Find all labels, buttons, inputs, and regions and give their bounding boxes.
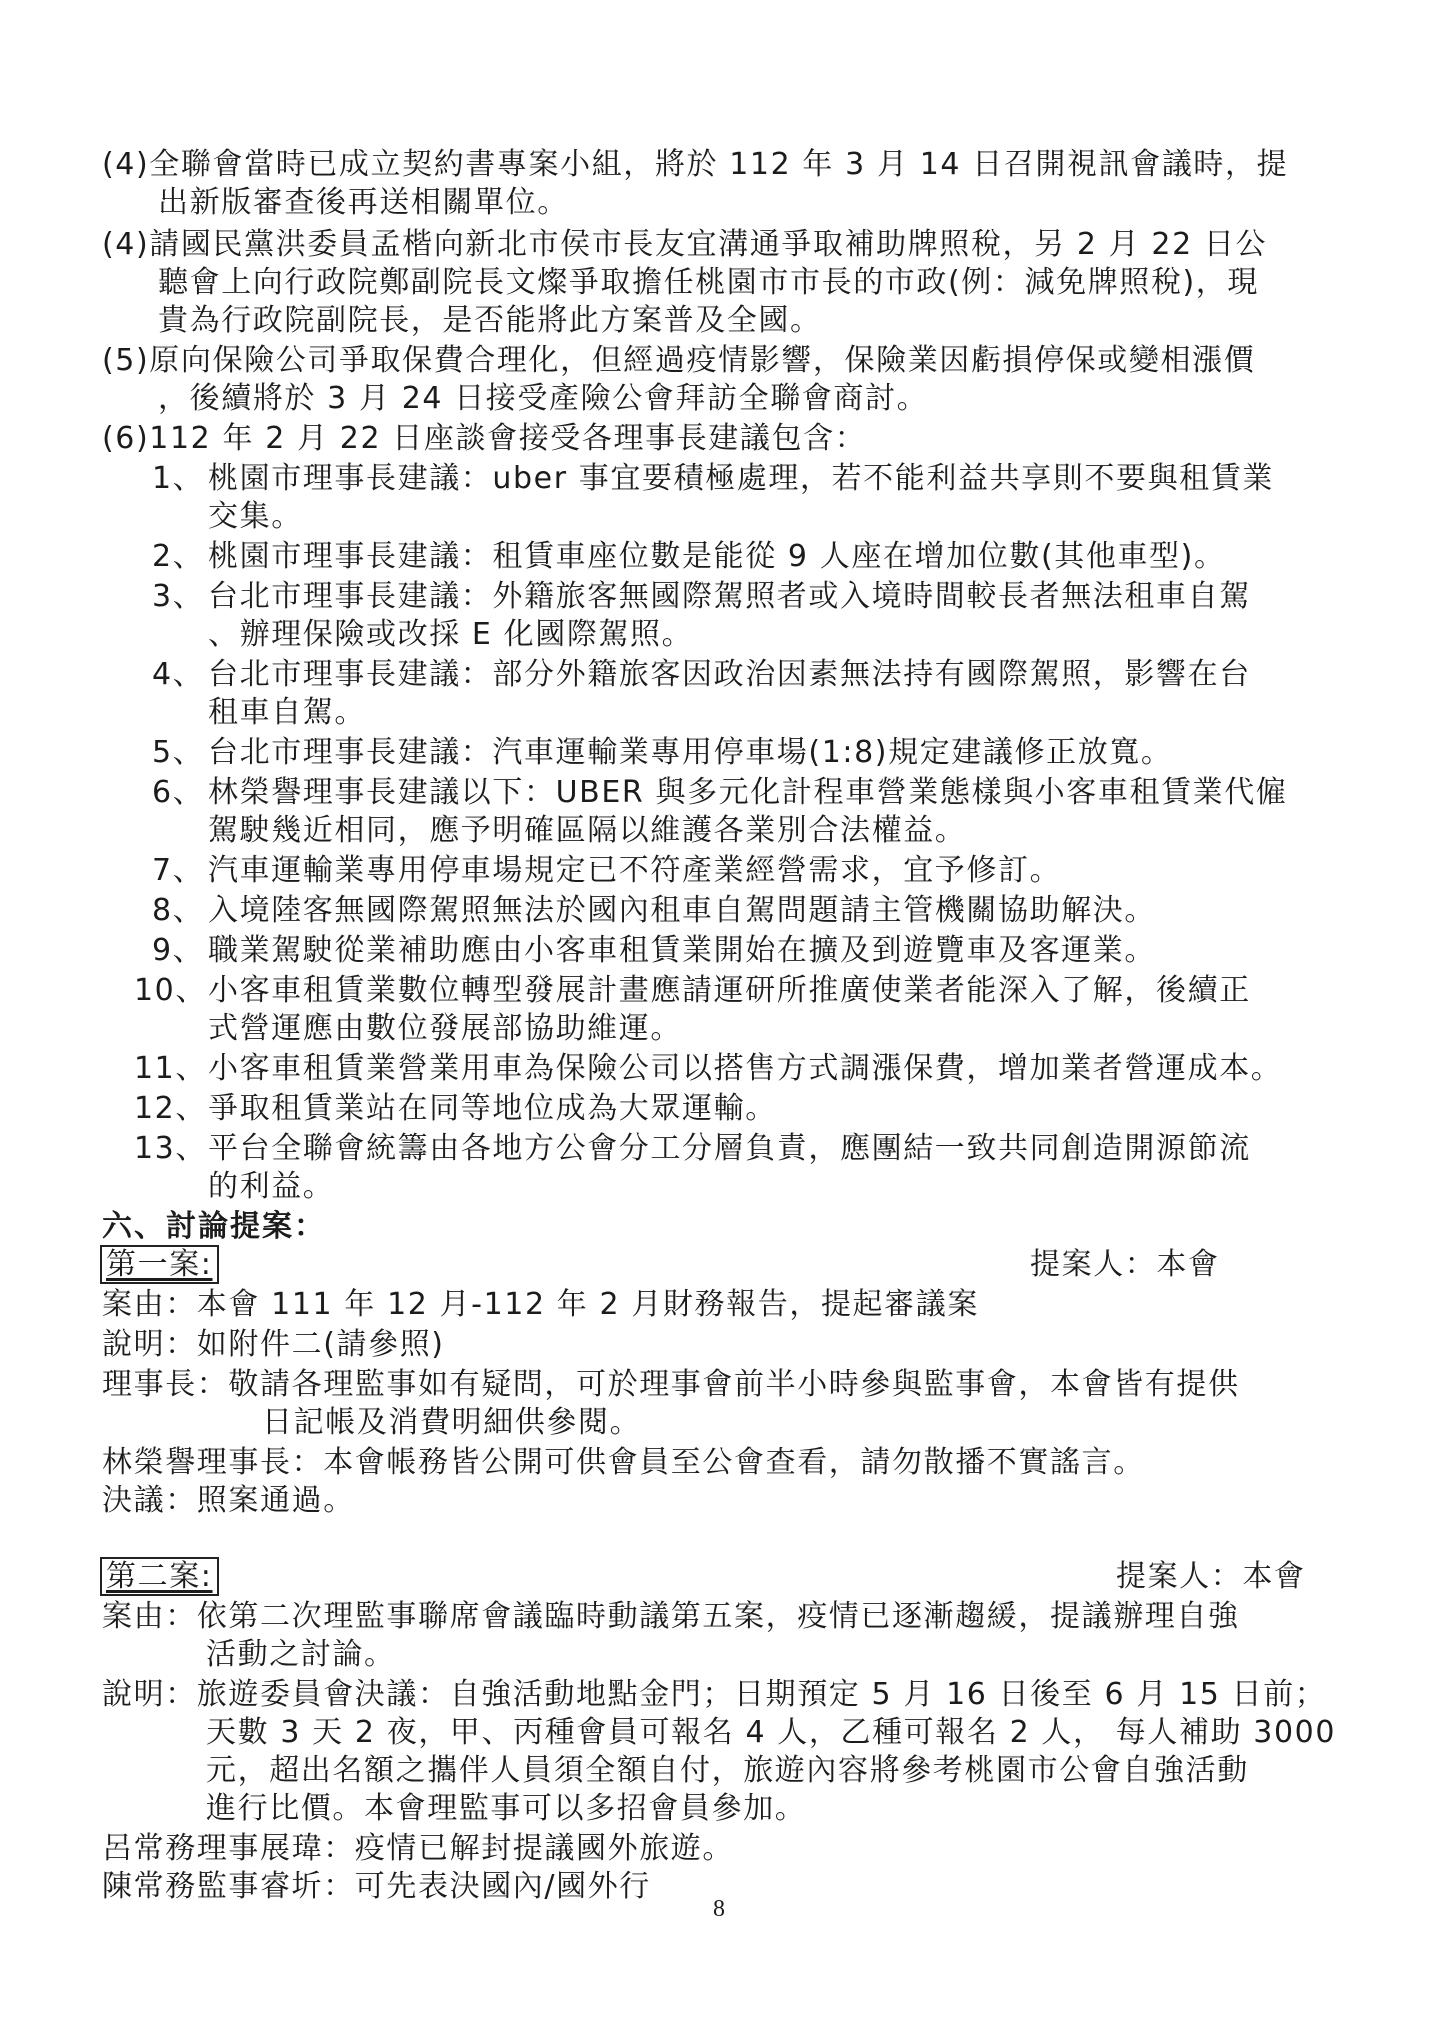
case1-label: [100, 1246, 219, 1284]
suggestion-number: 4、: [152, 657, 205, 692]
suggestion-line: 平台全聯會統籌由各地方公會分工分層負責，應團結一致共同創造開源節流: [208, 1131, 1251, 1166]
item-4b-line1: (4)請國民黨洪委員孟楷向新北市侯市長友宜溝通爭取補助牌照稅，另 2 月 22 日公: [102, 227, 1268, 262]
suggestion-number: 9、: [152, 933, 205, 968]
suggestion-number: 6、: [152, 775, 205, 810]
suggestion-line: 入境陸客無國際駕照無法於國內租車自駕問題請主管機關協助解決。: [208, 893, 1156, 928]
case2-reason-line2: 活動之討論。: [206, 1637, 396, 1672]
suggestion-line-cont: 交集。: [208, 499, 303, 534]
case2-label-text: 第二案:: [100, 1557, 219, 1596]
suggestion-number: 13、: [134, 1131, 207, 1166]
suggestion-number: 7、: [152, 853, 205, 888]
item-4b-line3: 貴為行政院副院長，是否能將此方案普及全國。: [158, 303, 822, 338]
suggestion-number: 1、: [152, 461, 205, 496]
suggestion-number: 8、: [152, 893, 205, 928]
case1-explanation: 說明：如附件二(請參照): [102, 1327, 445, 1362]
suggestion-number: 11、: [134, 1051, 207, 1086]
item-4b-line2: 聽會上向行政院鄭副院長文燦爭取擔任桃園市市長的市政(例：減免牌照稅)，現: [158, 265, 1260, 300]
case2-lu-comment: 呂常務理事展瑋：疫情已解封提議國外旅遊。: [102, 1831, 734, 1866]
case1-reason: 案由：本會 111 年 12 月-112 年 2 月財務報告，提起審議案: [102, 1287, 979, 1322]
case2-explanation-line2: 天數 3 天 2 夜，甲、丙種會員可報名 4 人，乙種可報名 2 人， 每人補助 3000: [206, 1715, 1337, 1750]
item-5-line2: ，後續將於 3 月 24 日接受產險公會拜訪全聯會商討。: [158, 381, 929, 416]
suggestion-line-cont: 駕駛幾近相同，應予明確區隔以維護各業別合法權益。: [208, 813, 967, 848]
suggestion-number: 3、: [152, 579, 205, 614]
item-4a-line2: 出新版審查後再送相關單位。: [158, 185, 569, 220]
item-4a-line1: (4)全聯會當時已成立契約書專案小組，將於 112 年 3 月 14 日召開視訊會議時，提: [102, 147, 1289, 182]
case2-reason-line1: 案由：依第二次理監事聯席會議臨時動議第五案，疫情已逐漸趨緩，提議辦理自強: [102, 1599, 1240, 1634]
suggestion-line: 爭取租賃業站在同等地位成為大眾運輸。: [208, 1091, 777, 1126]
item-5-line1: (5)原向保險公司爭取保費合理化，但經過疫情影響，保險業因虧損停保或變相漲價: [102, 343, 1256, 378]
suggestion-line-cont: 式營運應由數位發展部協助維運。: [208, 1011, 682, 1046]
item-6-line1: (6)112 年 2 月 22 日座談會接受各理事長建議包含：: [102, 421, 867, 456]
case1-label-text: 第一案:: [100, 1245, 219, 1284]
case2-explanation-line1: 說明：旅遊委員會決議：自強活動地點金門；日期預定 5 月 16 日後至 6 月 15 日前；: [102, 1677, 1327, 1712]
suggestion-number: 5、: [152, 735, 205, 770]
suggestion-line: 小客車租賃業營業用車為保險公司以搭售方式調漲保費，增加業者營運成本。: [208, 1051, 1283, 1086]
case1-honorary-chairman: 林榮譽理事長：本會帳務皆公開可供會員至公會查看，請勿散播不實謠言。: [102, 1445, 1145, 1480]
suggestion-line: 小客車租賃業數位轉型發展計畫應請運研所推廣使業者能深入了解，後續正: [208, 973, 1251, 1008]
page-number: 8: [713, 1896, 725, 1922]
case1-chairman-line1: 理事長：敬請各理監事如有疑問，可於理事會前半小時參與監事會，本會皆有提供: [102, 1367, 1240, 1402]
suggestion-line: 台北市理事長建議：汽車運輸業專用停車場(1:8)規定建議修正放寬。: [208, 735, 1173, 770]
suggestion-line-cont: 、辦理保險或改採 E 化國際駕照。: [208, 617, 694, 652]
case2-label: [100, 1558, 219, 1596]
section-heading: 六、討論提案：: [102, 1209, 326, 1244]
suggestion-line: 林榮譽理事長建議以下：UBER 與多元化計程車營業態樣與小客車租賃業代僱: [208, 775, 1288, 810]
suggestion-number: 10、: [134, 973, 207, 1008]
suggestion-line-cont: 租車自駕。: [208, 695, 366, 730]
suggestion-line-cont: 的利益。: [208, 1169, 335, 1204]
case1-chairman-line2: 日記帳及消費明細供參閱。: [262, 1405, 642, 1440]
case2-explanation-line3: 元，超出名額之攜伴人員須全額自付，旅遊內容將參考桃園市公會自強活動: [206, 1753, 1249, 1788]
suggestion-line: 台北市理事長建議：部分外籍旅客因政治因素無法持有國際駕照，影響在台: [208, 657, 1251, 692]
suggestion-number: 12、: [134, 1091, 207, 1126]
suggestion-line: 汽車運輸業專用停車場規定已不符產業經營需求，宜予修訂。: [208, 853, 1062, 888]
case1-proposer: 提案人：本會: [1030, 1247, 1220, 1282]
suggestion-line: 桃園市理事長建議：租賃車座位數是能從 9 人座在增加位數(其他車型)。: [208, 539, 1226, 574]
suggestion-line: 職業駕駛從業補助應由小客車租賃業開始在擴及到遊覽車及客運業。: [208, 933, 1156, 968]
case2-proposer: 提案人：本會: [1116, 1559, 1306, 1594]
case2-chen-comment: 陳常務監事睿圻：可先表決國內/國外行: [102, 1869, 651, 1904]
suggestion-number: 2、: [152, 539, 205, 574]
suggestion-line: 台北市理事長建議：外籍旅客無國際駕照者或入境時間較長者無法租車自駕: [208, 579, 1251, 614]
case2-explanation-line4: 進行比價。本會理監事可以多招會員參加。: [206, 1791, 807, 1826]
suggestion-line: 桃園市理事長建議：uber 事宜要積極處理，若不能利益共享則不要與租賃業: [208, 461, 1274, 496]
case1-resolution: 決議：照案通過。: [102, 1483, 355, 1518]
